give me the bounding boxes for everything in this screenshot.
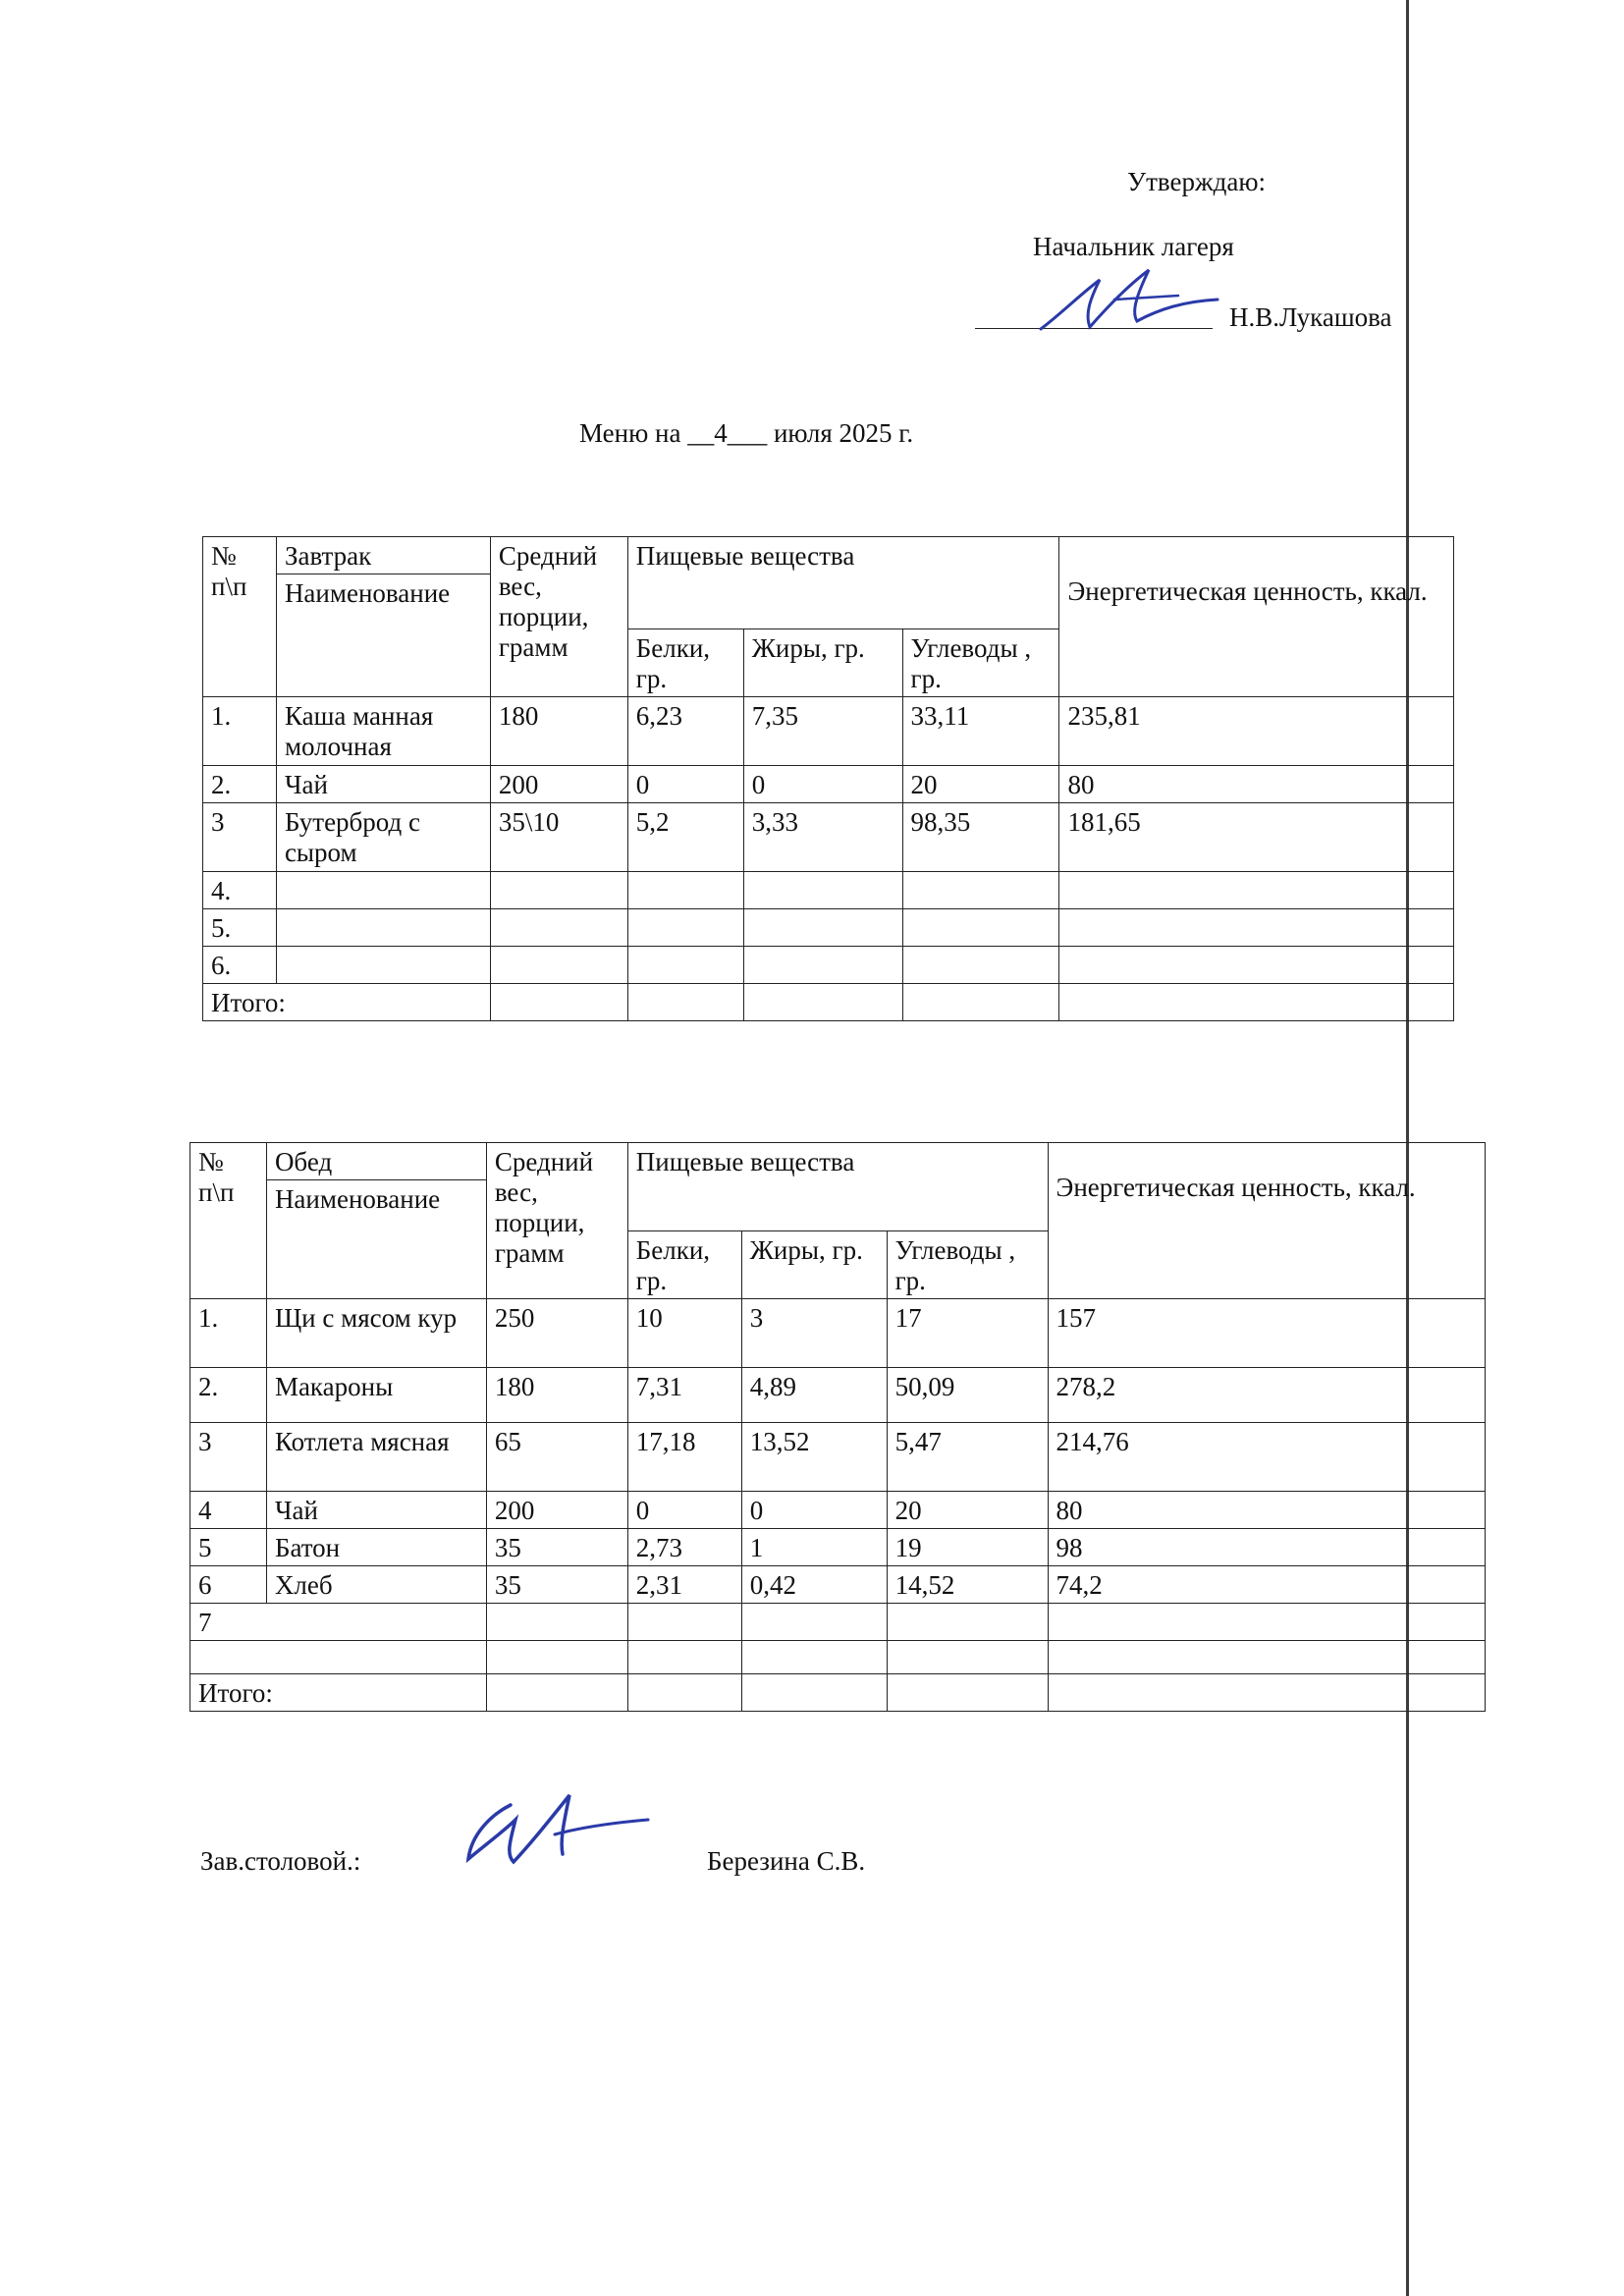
row-carbs: 50,09 (887, 1368, 1048, 1423)
row-num: 5. (203, 909, 277, 947)
row-num: 5 (190, 1529, 267, 1566)
row-fat (743, 909, 902, 947)
table-row (203, 766, 1454, 803)
total-energy (1048, 1674, 1486, 1712)
row-weight: 180 (486, 1368, 627, 1423)
row-weight (486, 1604, 627, 1641)
row-weight (490, 947, 627, 984)
total-fat (743, 984, 902, 1021)
row-carbs (902, 872, 1059, 909)
menu-title (579, 418, 913, 449)
row-name: Чай (276, 766, 490, 803)
row-carbs (887, 1641, 1048, 1674)
row-name: Хлеб (266, 1566, 486, 1604)
table-header-row (203, 537, 1454, 574)
menu-title-suffix: июля 2025 г. (767, 418, 914, 448)
row-carbs: 20 (902, 766, 1059, 803)
menu-title-prefix: Меню на (579, 418, 688, 448)
row-carbs: 33,11 (902, 697, 1059, 766)
row-weight: 65 (486, 1423, 627, 1492)
row-energy (1048, 1641, 1486, 1674)
row-carbs: 98,35 (902, 803, 1059, 872)
row-protein: 0 (627, 1492, 741, 1529)
row-fat (741, 1604, 887, 1641)
row-energy: 157 (1048, 1299, 1486, 1368)
table-row (203, 803, 1454, 872)
header-fat: Жиры, гр. (743, 629, 902, 697)
row-energy (1059, 947, 1454, 984)
row-name: Макароны (266, 1368, 486, 1423)
row-num: 6. (203, 947, 277, 984)
row-num: 2. (203, 766, 277, 803)
menu-title-day: __4___ (687, 418, 768, 448)
row-fat (741, 1641, 887, 1674)
total-fat (741, 1674, 887, 1712)
row-name (276, 872, 490, 909)
row-energy (1059, 872, 1454, 909)
total-weight (486, 1674, 627, 1712)
header-energy: Энергетическая ценность, ккал. (1048, 1143, 1486, 1299)
header-num: № п\п (203, 537, 277, 697)
row-num: 1. (203, 697, 277, 766)
row-num: 4. (203, 872, 277, 909)
total-carbs (902, 984, 1059, 1021)
row-energy: 278,2 (1048, 1368, 1486, 1423)
row-protein: 6,23 (627, 697, 743, 766)
row-fat: 7,35 (743, 697, 902, 766)
approval-signature (1021, 260, 1227, 339)
row-name: Батон (266, 1529, 486, 1566)
row-weight: 180 (490, 697, 627, 766)
table-row (190, 1604, 1486, 1641)
header-carbs: Углеводы , гр. (887, 1231, 1048, 1299)
row-weight (486, 1641, 627, 1674)
row-protein: 0 (627, 766, 743, 803)
row-carbs: 17 (887, 1299, 1048, 1368)
row-num: 4 (190, 1492, 267, 1529)
header-name: Наименование (266, 1180, 486, 1299)
row-energy (1059, 909, 1454, 947)
row-carbs: 5,47 (887, 1423, 1048, 1492)
row-protein (627, 1641, 741, 1674)
row-energy: 235,81 (1059, 697, 1454, 766)
row-weight: 35 (486, 1566, 627, 1604)
header-meal: Обед (266, 1143, 486, 1180)
canteen-head-name: Березина С.В. (707, 1846, 866, 1876)
header-protein: Белки, гр. (627, 629, 743, 697)
total-label: Итого: (190, 1674, 487, 1712)
row-protein (627, 1604, 741, 1641)
row-name: Котлета мясная (266, 1423, 486, 1492)
total-label: Итого: (203, 984, 491, 1021)
table-row (203, 947, 1454, 984)
table-row (190, 1423, 1486, 1492)
row-name (276, 947, 490, 984)
header-num: № п\п (190, 1143, 267, 1299)
row-num: 3 (203, 803, 277, 872)
total-protein (627, 1674, 741, 1712)
table-row (190, 1641, 1486, 1674)
row-energy: 74,2 (1048, 1566, 1486, 1604)
row-weight: 35\10 (490, 803, 627, 872)
row-fat (743, 947, 902, 984)
header-weight: Средний вес, порции, грамм (490, 537, 627, 697)
row-protein: 10 (627, 1299, 741, 1368)
row-weight (490, 872, 627, 909)
header-energy: Энергетическая ценность, ккал. (1059, 537, 1454, 697)
row-num: 2. (190, 1368, 267, 1423)
header-name: Наименование (276, 574, 490, 697)
row-fat: 4,89 (741, 1368, 887, 1423)
header-carbs: Углеводы , гр. (902, 629, 1059, 697)
row-name (276, 909, 490, 947)
row-protein: 7,31 (627, 1368, 741, 1423)
breakfast-table (202, 536, 1454, 1021)
lunch-table (189, 1142, 1486, 1712)
row-protein: 5,2 (627, 803, 743, 872)
row-fat: 0,42 (741, 1566, 887, 1604)
row-weight (490, 909, 627, 947)
row-protein: 2,73 (627, 1529, 741, 1566)
row-weight: 200 (486, 1492, 627, 1529)
row-carbs (887, 1604, 1048, 1641)
header-meal: Завтрак (276, 537, 490, 574)
row-protein (627, 909, 743, 947)
row-energy: 98 (1048, 1529, 1486, 1566)
canteen-head-role: Зав.столовой.: (200, 1846, 361, 1876)
row-fat: 3 (741, 1299, 887, 1368)
row-energy: 214,76 (1048, 1423, 1486, 1492)
row-protein (627, 872, 743, 909)
row-weight: 200 (490, 766, 627, 803)
row-fat: 0 (741, 1492, 887, 1529)
row-num: 3 (190, 1423, 267, 1492)
row-weight: 250 (486, 1299, 627, 1368)
row-fat: 1 (741, 1529, 887, 1566)
row-protein: 17,18 (627, 1423, 741, 1492)
total-weight (490, 984, 627, 1021)
table-row (190, 1492, 1486, 1529)
total-protein (627, 984, 743, 1021)
row-num: 6 (190, 1566, 267, 1604)
header-weight: Средний вес, порции, грамм (486, 1143, 627, 1299)
table-row (190, 1299, 1486, 1368)
table-total-row (203, 984, 1454, 1021)
row-num: 7 (190, 1604, 487, 1641)
approval-name: Н.В.Лукашова (1229, 302, 1392, 332)
row-fat: 0 (743, 766, 902, 803)
table-header-row (190, 1143, 1486, 1180)
row-energy: 80 (1059, 766, 1454, 803)
row-carbs: 19 (887, 1529, 1048, 1566)
row-protein: 2,31 (627, 1566, 741, 1604)
header-nutrients: Пищевые вещества (627, 537, 1059, 629)
total-carbs (887, 1674, 1048, 1712)
row-carbs: 20 (887, 1492, 1048, 1529)
row-protein (627, 947, 743, 984)
table-row (190, 1529, 1486, 1566)
table-row (203, 909, 1454, 947)
row-carbs (902, 909, 1059, 947)
row-carbs: 14,52 (887, 1566, 1048, 1604)
row-name: Бутерброд с сыром (276, 803, 490, 872)
table-row (203, 697, 1454, 766)
row-fat (743, 872, 902, 909)
table-row (190, 1566, 1486, 1604)
row-energy (1048, 1604, 1486, 1641)
header-fat: Жиры, гр. (741, 1231, 887, 1299)
row-energy: 80 (1048, 1492, 1486, 1529)
total-energy (1059, 984, 1454, 1021)
row-num: 1. (190, 1299, 267, 1368)
table-total-row (190, 1674, 1486, 1712)
table-row (203, 872, 1454, 909)
table-row (190, 1368, 1486, 1423)
header-nutrients: Пищевые вещества (627, 1143, 1048, 1231)
row-fat: 3,33 (743, 803, 902, 872)
header-protein: Белки, гр. (627, 1231, 741, 1299)
row-fat: 13,52 (741, 1423, 887, 1492)
row-name: Чай (266, 1492, 486, 1529)
row-name: Щи с мясом кур (266, 1299, 486, 1368)
row-weight: 35 (486, 1529, 627, 1566)
row-carbs (902, 947, 1059, 984)
row-energy: 181,65 (1059, 803, 1454, 872)
approval-role: Начальник лагеря (1033, 232, 1234, 261)
row-name: Каша манная молочная (276, 697, 490, 766)
approval-title: Утверждаю: (1127, 167, 1267, 196)
row-empty (190, 1641, 487, 1674)
canteen-head-signature (457, 1776, 653, 1884)
